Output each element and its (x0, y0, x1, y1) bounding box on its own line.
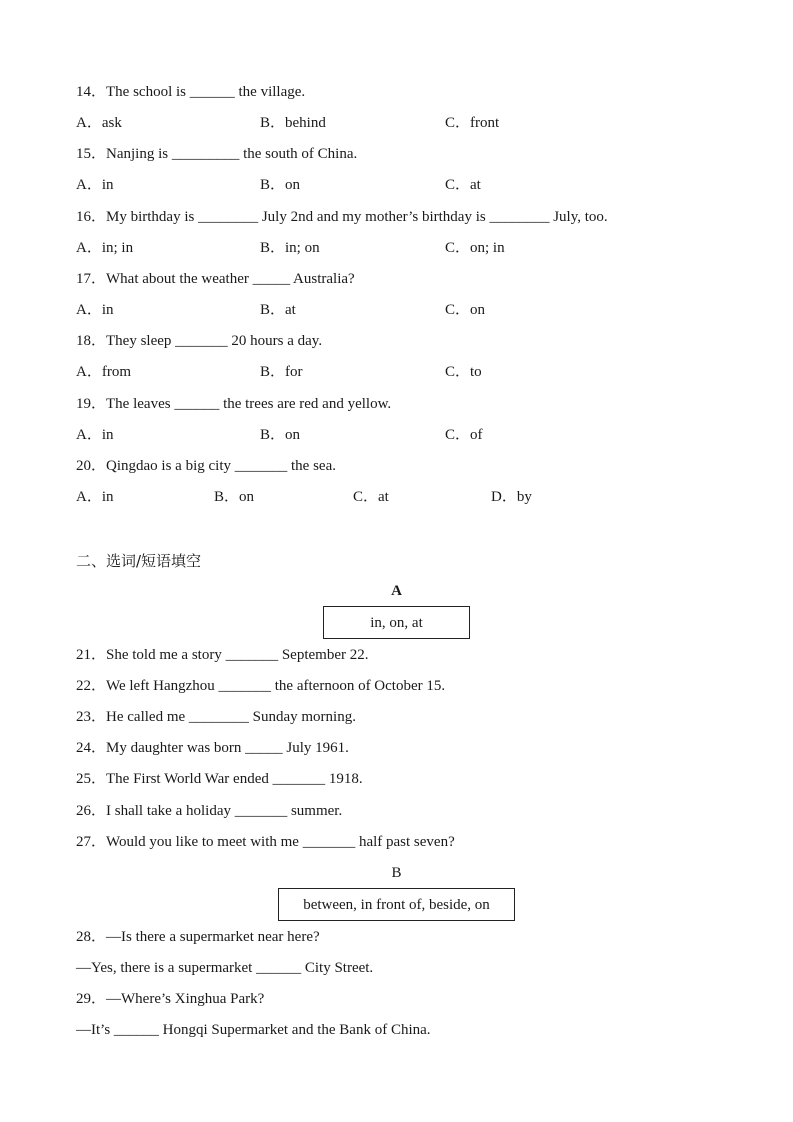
question-text: Nanjing is _________ the south of China. (106, 146, 358, 162)
group-b-label: B (391, 865, 402, 881)
option-a: A．from (76, 364, 131, 380)
question-number: 19． (76, 396, 107, 412)
option-a: A．in (76, 489, 114, 505)
option-b: B．on (260, 177, 301, 193)
question-number: 27． (76, 834, 107, 850)
question-stem (76, 208, 608, 226)
word-box-a (323, 606, 470, 639)
question-29 (76, 990, 264, 1008)
question-number: 20． (76, 458, 107, 474)
question-27 (76, 833, 455, 851)
question-stem (76, 270, 355, 288)
question-number: 29． (76, 991, 107, 1007)
option-c: C．of (445, 427, 483, 443)
question-stem (76, 332, 322, 350)
option-c: C．on; in (445, 240, 505, 256)
option-a: A．in; in (76, 240, 134, 256)
question-text: He called me ________ Sunday morning. (106, 709, 356, 725)
question-stem (76, 395, 391, 413)
option-a: A．ask (76, 115, 122, 131)
option-a: A．in (76, 427, 114, 443)
option-d: D．by (491, 489, 532, 505)
option-a: A．in (76, 177, 114, 193)
question-stem (76, 83, 305, 101)
question-text: —Is there a supermarket near here? (106, 929, 320, 945)
question-21 (76, 646, 368, 664)
question-text: The leaves ______ the trees are red and yellow. (106, 396, 392, 412)
question-28-reply: —Yes, there is a supermarket ______ City Street. (76, 960, 374, 976)
option-c: C．front (445, 115, 500, 131)
question-22 (76, 677, 445, 695)
question-text: What about the weather _____ Australia? (106, 271, 355, 287)
question-number: 28． (76, 929, 107, 945)
question-23 (76, 708, 356, 726)
question-number: 17． (76, 271, 107, 287)
question-text: We left Hangzhou _______ the afternoon of October 15. (106, 678, 446, 694)
question-number: 18． (76, 333, 107, 349)
question-26 (76, 802, 342, 820)
question-number: 21． (76, 647, 107, 663)
question-25 (76, 770, 363, 788)
group-a-label: A (391, 583, 402, 599)
question-number: 23． (76, 709, 107, 725)
question-number: 25． (76, 771, 107, 787)
option-c: C．on (445, 302, 486, 318)
question-number: 15． (76, 146, 107, 162)
option-a: A．in (76, 302, 114, 318)
question-text: I shall take a holiday _______ summer. (106, 803, 343, 819)
option-c: C．at (353, 489, 389, 505)
option-c: C．at (445, 177, 481, 193)
option-b: B．behind (260, 115, 326, 131)
question-text: The school is ______ the village. (106, 84, 306, 100)
word-box-b-text: between, in front of, beside, on (303, 897, 490, 913)
question-text: My daughter was born _____ July 1961. (106, 740, 349, 756)
option-c: C．to (445, 364, 482, 380)
question-stem (76, 457, 336, 475)
option-b: B．in; on (260, 240, 320, 256)
section-title: 二、选词/短语填空 (76, 552, 202, 570)
word-box-a-text: in, on, at (370, 615, 423, 631)
question-text: They sleep _______ 20 hours a day. (106, 333, 323, 349)
question-number: 22． (76, 678, 107, 694)
question-24 (76, 739, 349, 757)
question-number: 16． (76, 209, 107, 225)
question-text: —Where’s Xinghua Park? (106, 991, 265, 1007)
question-text: Would you like to meet with me _______ half past seven? (106, 834, 455, 850)
question-28 (76, 928, 320, 946)
question-29-reply: —It’s ______ Hongqi Supermarket and the Bank of China. (76, 1022, 431, 1038)
question-number: 24． (76, 740, 107, 756)
question-text: Qingdao is a big city _______ the sea. (106, 458, 336, 474)
question-text: She told me a story _______ September 22. (106, 647, 369, 663)
option-b: B．for (260, 364, 303, 380)
question-number: 14． (76, 84, 107, 100)
question-text: My birthday is ________ July 2nd and my mother’s birthday is ________ July, too. (106, 209, 608, 225)
question-stem (76, 145, 357, 163)
word-box-b (278, 888, 515, 921)
option-b: B．on (214, 489, 255, 505)
question-number: 26． (76, 803, 107, 819)
option-b: B．at (260, 302, 296, 318)
question-text: The First World War ended _______ 1918. (106, 771, 363, 787)
option-b: B．on (260, 427, 301, 443)
